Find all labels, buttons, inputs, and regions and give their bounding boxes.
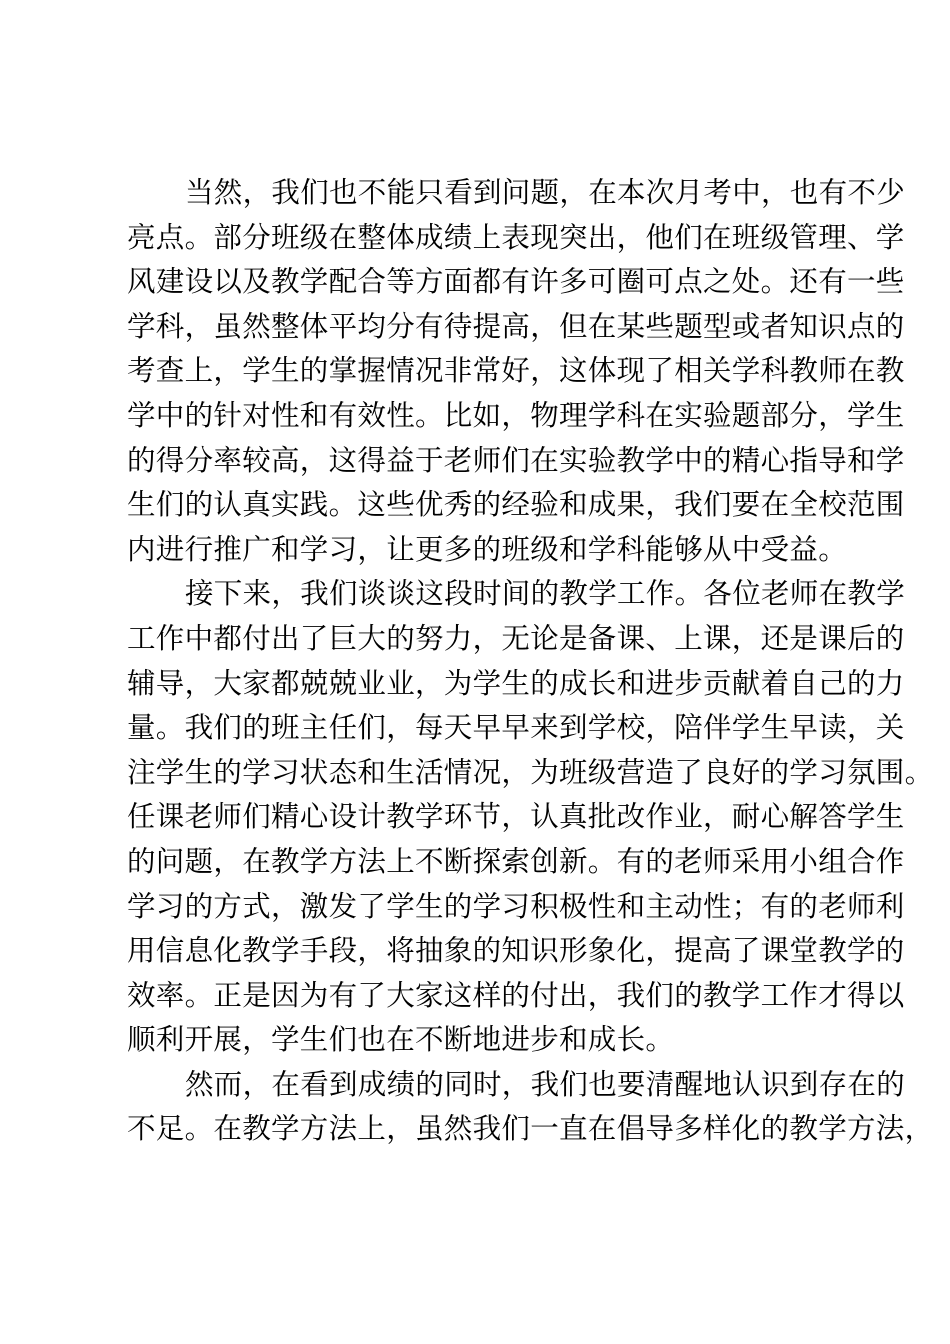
text-line: 量。我们的班主任们，每天早早来到学校，陪伴学生早读，关	[127, 711, 905, 745]
paragraph	[127, 171, 906, 572]
text-line: 工作中都付出了巨大的努力，无论是备课、上课，还是课后的	[127, 621, 905, 655]
text-line: 效率。正是因为有了大家这样的付出，我们的教学工作才得以	[127, 978, 905, 1012]
text-line: 考查上，学生的掌握情况非常好，这体现了相关学科教师在教	[127, 354, 905, 388]
text-line: 学中的针对性和有效性。比如，物理学科在实验题部分，学生	[127, 398, 905, 432]
text-line: 风建设以及教学配合等方面都有许多可圈可点之处。还有一些	[127, 265, 905, 299]
text-line: 辅导，大家都兢兢业业，为学生的成长和进步贡献着自己的力	[127, 666, 905, 700]
text-line: 任课老师们精心设计教学环节，认真批改作业，耐心解答学生	[127, 800, 905, 834]
body-text	[127, 171, 934, 1152]
text-line: 然而，在看到成绩的同时，我们也要清醒地认识到存在的	[185, 1067, 906, 1101]
text-line: 的得分率较高，这得益于老师们在实验教学中的精心指导和学	[127, 443, 905, 477]
paragraph	[127, 572, 934, 1063]
text-line: 亮点。部分班级在整体成绩上表现突出，他们在班级管理、学	[127, 220, 905, 254]
text-line: 接下来，我们谈谈这段时间的教学工作。各位老师在教学	[185, 577, 906, 611]
text-line: 用信息化教学手段，将抽象的知识形象化，提高了课堂教学的	[127, 934, 905, 968]
text-line: 内进行推广和学习，让更多的班级和学科能够从中受益。	[127, 532, 848, 566]
text-line: 当然，我们也不能只看到问题，在本次月考中，也有不少	[185, 176, 906, 209]
paragraph	[127, 1063, 934, 1152]
text-line: 学科，虽然整体平均分有待提高，但在某些题型或者知识点的	[127, 309, 905, 343]
text-line: 注学生的学习状态和生活情况，为班级营造了良好的学习氛围。	[127, 755, 934, 789]
text-line: 顺利开展，学生们也在不断地进步和成长。	[127, 1023, 675, 1057]
text-line: 学习的方式，激发了学生的学习积极性和主动性；有的老师利	[127, 889, 905, 923]
text-line: 的问题，在教学方法上不断探索创新。有的老师采用小组合作	[127, 844, 905, 878]
text-line: 生们的认真实践。这些优秀的经验和成果，我们要在全校范围	[127, 488, 905, 522]
text-line: 不足。在教学方法上，虽然我们一直在倡导多样化的教学方法，	[127, 1112, 934, 1146]
